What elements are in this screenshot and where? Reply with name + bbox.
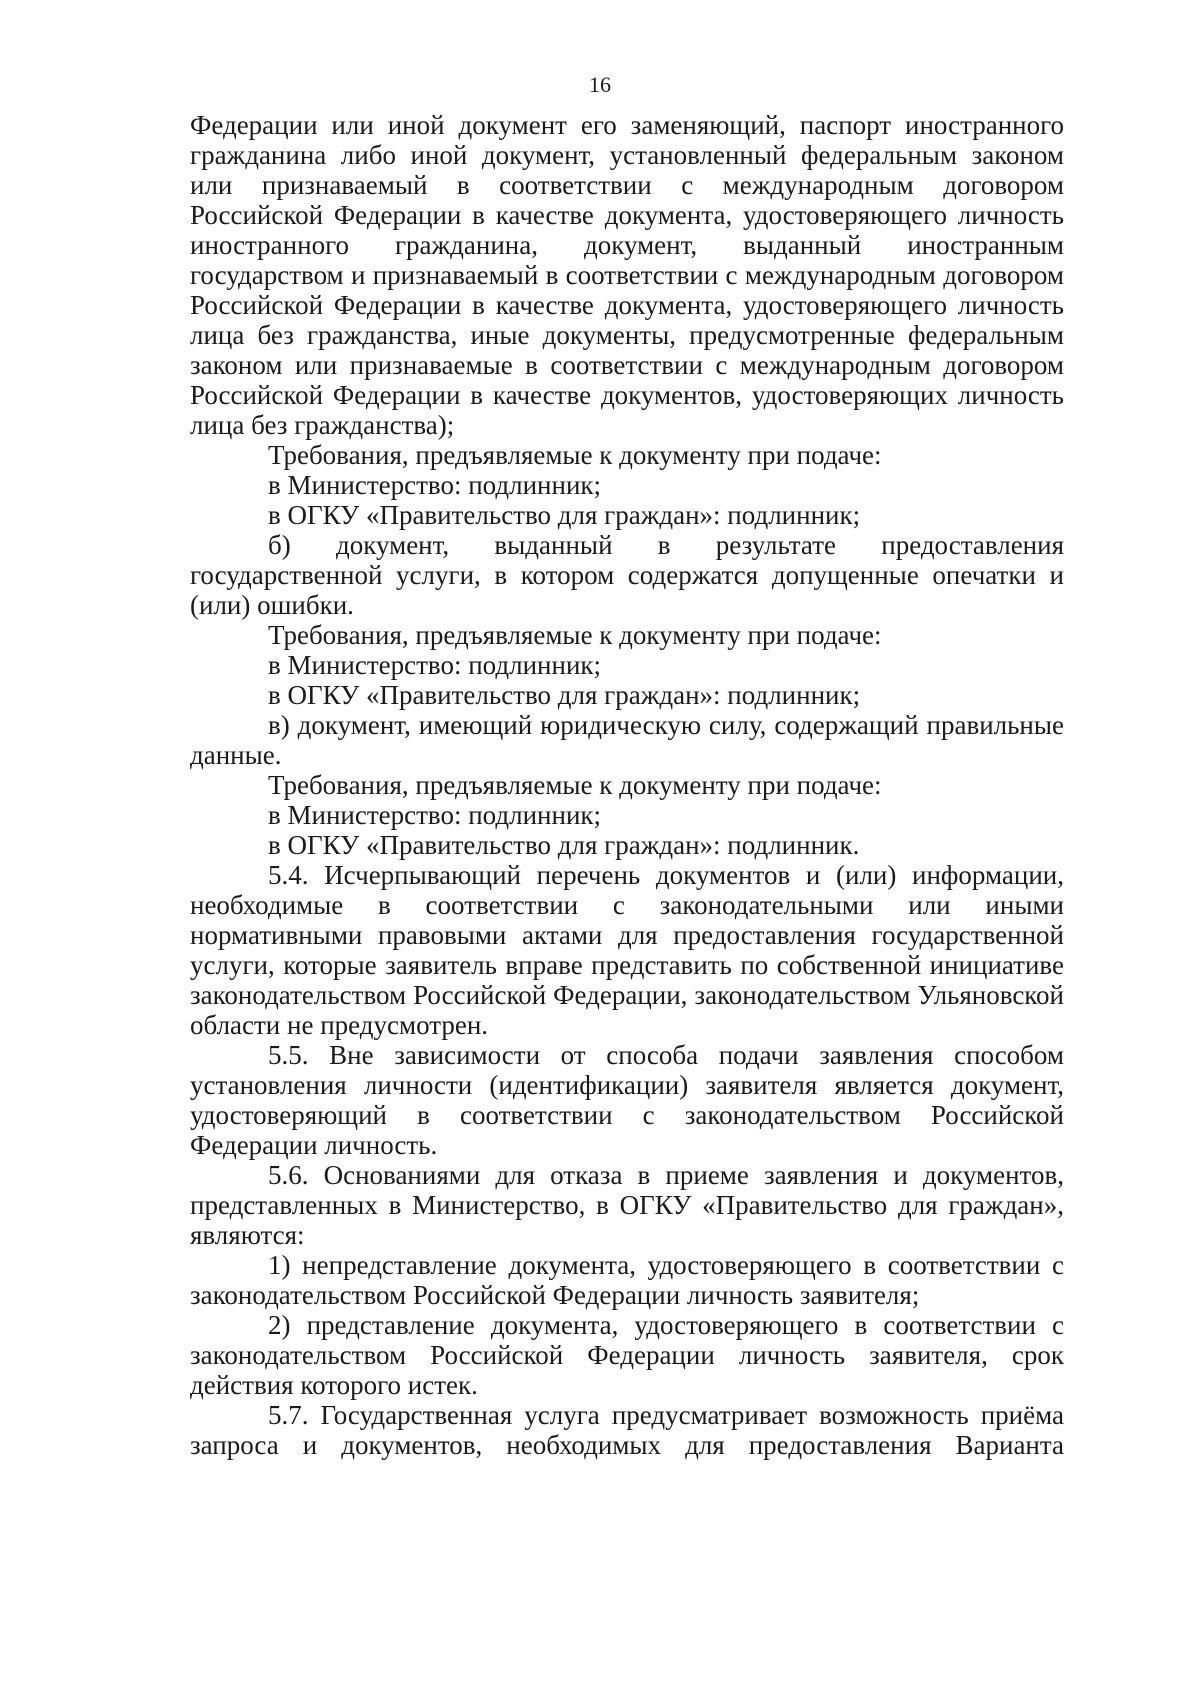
page-number: 16 [589, 72, 611, 97]
document-body [190, 110, 1064, 1460]
paragraph: Требования, предъявляемые к документу при подаче: [268, 620, 882, 650]
paragraph: 5.7. Государственная услуга предусматривает возможность приёма запроса и документов, необходимых для предоставления Варианта [190, 1400, 1064, 1460]
paragraph: в ОГКУ «Правительство для граждан»: подлинник; [268, 680, 861, 710]
paragraph: в ОГКУ «Правительство для граждан»: подлинник; [268, 500, 861, 530]
paragraph: 5.5. Вне зависимости от способа подачи заявления способом установления личности (идентификации) заявителя является документ, удостоверяющий в соответствии с законодательством Российской Федерации личность. [190, 1040, 1064, 1160]
paragraph: в Министерство: подлинник; [268, 800, 602, 830]
paragraph: 2) представление документа, удостоверяющего в соответствии с законодательством Российской Федерации личность заявителя, срок действия которого истек. [190, 1310, 1064, 1400]
paragraph: в ОГКУ «Правительство для граждан»: подлинник. [268, 830, 860, 860]
paragraph: 1) непредставление документа, удостоверяющего в соответствии с законодательством Российской Федерации личность заявителя; [190, 1250, 1064, 1310]
paragraph: в) документ, имеющий юридическую силу, содержащий правильные данные. [190, 710, 1064, 770]
paragraph: Требования, предъявляемые к документу при подаче: [268, 440, 882, 470]
paragraph: Федерации или иной документ его заменяющий, паспорт иностранного гражданина либо иной документ, установленный федеральным законом или признаваемый в соответствии с международным договором Российской Федерации в качестве документа, удостоверяющего личность иностранного гражданина, документ, выданный иностранным государством и признаваемый в соответствии с международным договором Российской Федерации в качестве документа, удостоверяющего личность лица без гражданства, иные документы, предусмотренные федеральным законом или признаваемые в соответствии с международным договором Российской Федерации в качестве документов, удостоверяющих личность лица без гражданства); [190, 110, 1064, 440]
paragraph: б) документ, выданный в результате предоставления государственной услуги, в котором содержатся допущенные опечатки и (или) ошибки. [190, 530, 1064, 620]
paragraph: в Министерство: подлинник; [268, 650, 602, 680]
paragraph: 5.6. Основаниями для отказа в приеме заявления и документов, представленных в Министерство, в ОГКУ «Правительство для граждан», являются: [190, 1160, 1064, 1250]
paragraph: в Министерство: подлинник; [268, 470, 602, 500]
paragraph: 5.4. Исчерпывающий перечень документов и (или) информации, необходимые в соответствии с законодательными или иными нормативными правовыми актами для предоставления государственной услуги, которые заявитель вправе представить по собственной инициативе законодательством Российской Федерации, законодательством Ульяновской области не предусмотрен. [190, 860, 1064, 1040]
paragraph: Требования, предъявляемые к документу при подаче: [268, 770, 882, 800]
